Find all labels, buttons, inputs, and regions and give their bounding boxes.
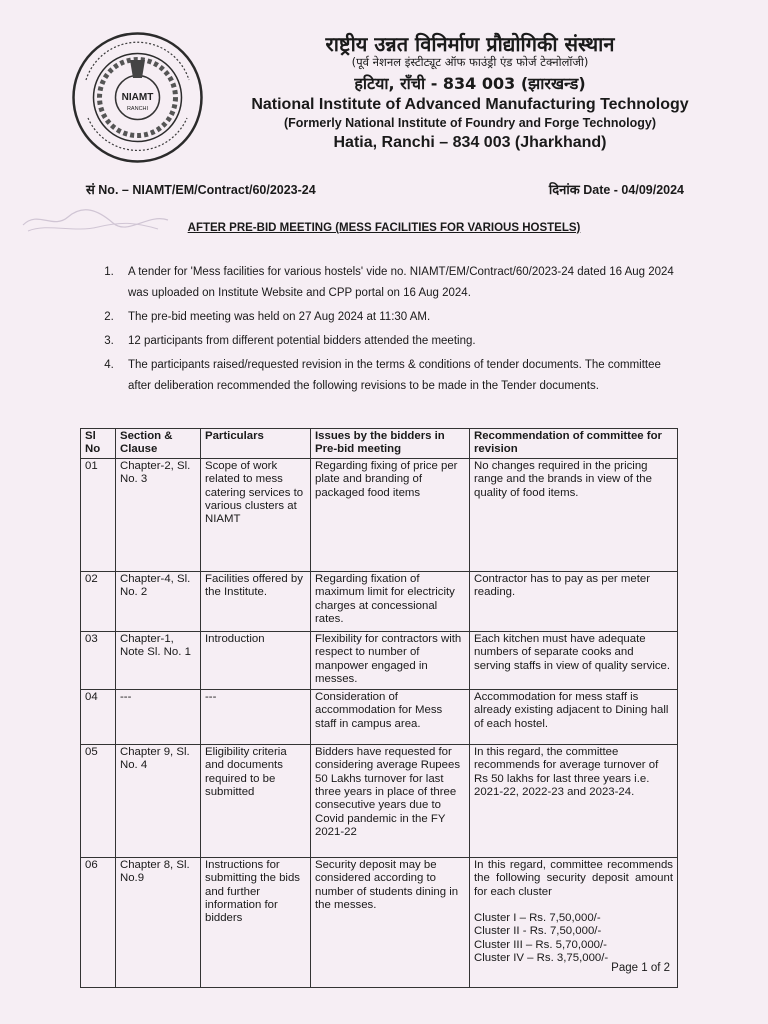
cell-particulars: --- xyxy=(201,689,311,744)
cell-recommendation: Accommodation for mess staff is already existing adjacent to Dining hall of each hostel. xyxy=(470,689,678,744)
recommendation-text: In this regard, committee recommends the following security deposit amount for each cluster xyxy=(474,858,673,898)
cell-sl: 02 xyxy=(81,571,116,631)
col-header-issues: Issues by the bidders in Pre-bid meeting xyxy=(311,429,470,459)
cell-sl: 03 xyxy=(81,631,116,689)
point-text: 12 participants from different potential bidders attended the meeting. xyxy=(128,335,476,347)
col-header-section: Section & Clause xyxy=(116,429,201,459)
table-row xyxy=(81,744,678,857)
point-text: The participants raised/requested revision in the terms & conditions of tender documents. The committee after deliberation recommended the following revisions to be made in the Tender documents. xyxy=(128,359,661,392)
english-former-name: (Formerly National Institute of Foundry and Forge Technology) xyxy=(284,116,656,130)
cell-section: Chapter-1, Note Sl. No. 1 xyxy=(116,631,201,689)
table-row xyxy=(81,857,678,987)
revision-table xyxy=(80,428,678,988)
document-date xyxy=(549,180,684,198)
logo-text: NIAMT xyxy=(121,92,154,103)
cluster-deposit: Cluster IV – Rs. 3,75,000/- xyxy=(474,952,609,965)
cell-issue: Security deposit may be considered according to number of students dining in the messes. xyxy=(311,857,470,987)
page-number: Page 1 of 2 xyxy=(611,962,670,974)
list-item xyxy=(90,355,680,397)
cell-section: Chapter-2, Sl. No. 3 xyxy=(116,458,201,571)
list-item xyxy=(90,262,680,304)
cell-section: Chapter-4, Sl. No. 2 xyxy=(116,571,201,631)
cell-recommendation: No changes required in the pricing range and the brands in view of the quality of food items. xyxy=(470,458,678,571)
cluster-deposit: Cluster II - Rs. 7,50,000/- xyxy=(474,925,602,938)
subject-heading: AFTER PRE-BID MEETING (MESS FACILITIES FOR VARIOUS HOSTELS) xyxy=(187,222,581,234)
cell-issue: Consideration of accommodation for Mess staff in campus area. xyxy=(311,689,470,744)
cell-section: --- xyxy=(116,689,201,744)
hindi-former-name: (पूर्व नेशनल इंस्टीट्यूट ऑफ फाउंड्री एंड फोर्ज टेक्नोलॉजी) xyxy=(351,55,589,69)
english-institute-name: National Institute of Advanced Manufacturing Technology xyxy=(251,96,689,113)
reference-value: No. – NIAMT/EM/Contract/60/2023-24 xyxy=(98,183,316,197)
point-text: A tender for 'Mess facilities for various hostels' vide no. NIAMT/EM/Contract/60/2023-24 dated 16 Aug 2024 was uploaded on Institute Website and CPP portal on 16 Aug 2024. xyxy=(128,266,674,299)
point-number: 3. xyxy=(104,335,114,347)
cell-particulars: Facilities offered by the Institute. xyxy=(201,571,311,631)
points-list xyxy=(90,262,680,400)
cluster-deposit: Cluster III – Rs. 5,70,000/- xyxy=(474,938,607,951)
cell-issue: Bidders have requested for considering average Rupees 50 Lakhs turnover for last three years in place of three consecutive years due to Covid pandemic in the FY 2021-22 xyxy=(311,744,470,857)
cell-recommendation: Contractor has to pay as per meter reading. xyxy=(470,571,678,631)
table-header-row xyxy=(81,429,678,459)
list-item xyxy=(90,331,680,352)
point-number: 4. xyxy=(104,359,114,371)
cell-particulars: Introduction xyxy=(201,631,311,689)
cluster-deposit: Cluster I – Rs. 7,50,000/- xyxy=(474,912,601,925)
cell-particulars: Eligibility criteria and documents required to be submitted xyxy=(201,744,311,857)
institute-logo xyxy=(70,30,205,165)
cell-recommendation: Each kitchen must have adequate numbers of separate cooks and serving staffs in view of quality service. xyxy=(470,631,678,689)
cell-issue: Regarding fixing of price per plate and branding of packaged food items xyxy=(311,458,470,571)
col-header-particulars: Particulars xyxy=(201,429,311,459)
table-row xyxy=(81,631,678,689)
reference-hindi-prefix: सं xyxy=(86,183,95,198)
date-hindi-prefix: दिनांक xyxy=(548,183,580,198)
cell-sl: 01 xyxy=(81,458,116,571)
cell-sl: 04 xyxy=(81,689,116,744)
cell-particulars: Scope of work related to mess catering services to various clusters at NIAMT xyxy=(201,458,311,571)
col-header-recommendation: Recommendation of committee for revision xyxy=(470,429,678,459)
hindi-institute-name: राष्ट्रीय उन्नत विनिर्माण प्रौद्योगिकी संस्थान xyxy=(325,32,615,56)
point-number: 1. xyxy=(104,266,114,278)
cell-section: Chapter 8, Sl. No.9 xyxy=(116,857,201,987)
hindi-address: हटिया, राँची - 834 003 (झारखन्ड) xyxy=(354,74,586,93)
point-text: The pre-bid meeting was held on 27 Aug 2024 at 11:30 AM. xyxy=(128,311,431,323)
cell-sl: 05 xyxy=(81,744,116,857)
list-item xyxy=(90,307,680,328)
table-row xyxy=(81,571,678,631)
point-number: 2. xyxy=(104,311,114,323)
logo-subtext: RANCHI xyxy=(126,106,149,112)
cell-issue: Regarding fixation of maximum limit for electricity charges at concessional rates. xyxy=(311,571,470,631)
col-header-sl: Sl No xyxy=(81,429,116,459)
cell-sl: 06 xyxy=(81,857,116,987)
reference-number xyxy=(86,180,316,198)
cell-particulars: Instructions for submitting the bids and further information for bidders xyxy=(201,857,311,987)
cell-section: Chapter 9, Sl. No. 4 xyxy=(116,744,201,857)
table-row xyxy=(81,689,678,744)
cell-issue: Flexibility for contractors with respect to number of manpower engaged in messes. xyxy=(311,631,470,689)
cell-recommendation: In this regard, the committee recommends for average turnover of Rs 50 lakhs for last three years i.e. 2021-22, 2022-23 and 2023-24. xyxy=(470,744,678,857)
date-value: Date - 04/09/2024 xyxy=(583,183,684,197)
table-row xyxy=(81,458,678,571)
english-address: Hatia, Ranchi – 834 003 (Jharkhand) xyxy=(333,134,607,151)
